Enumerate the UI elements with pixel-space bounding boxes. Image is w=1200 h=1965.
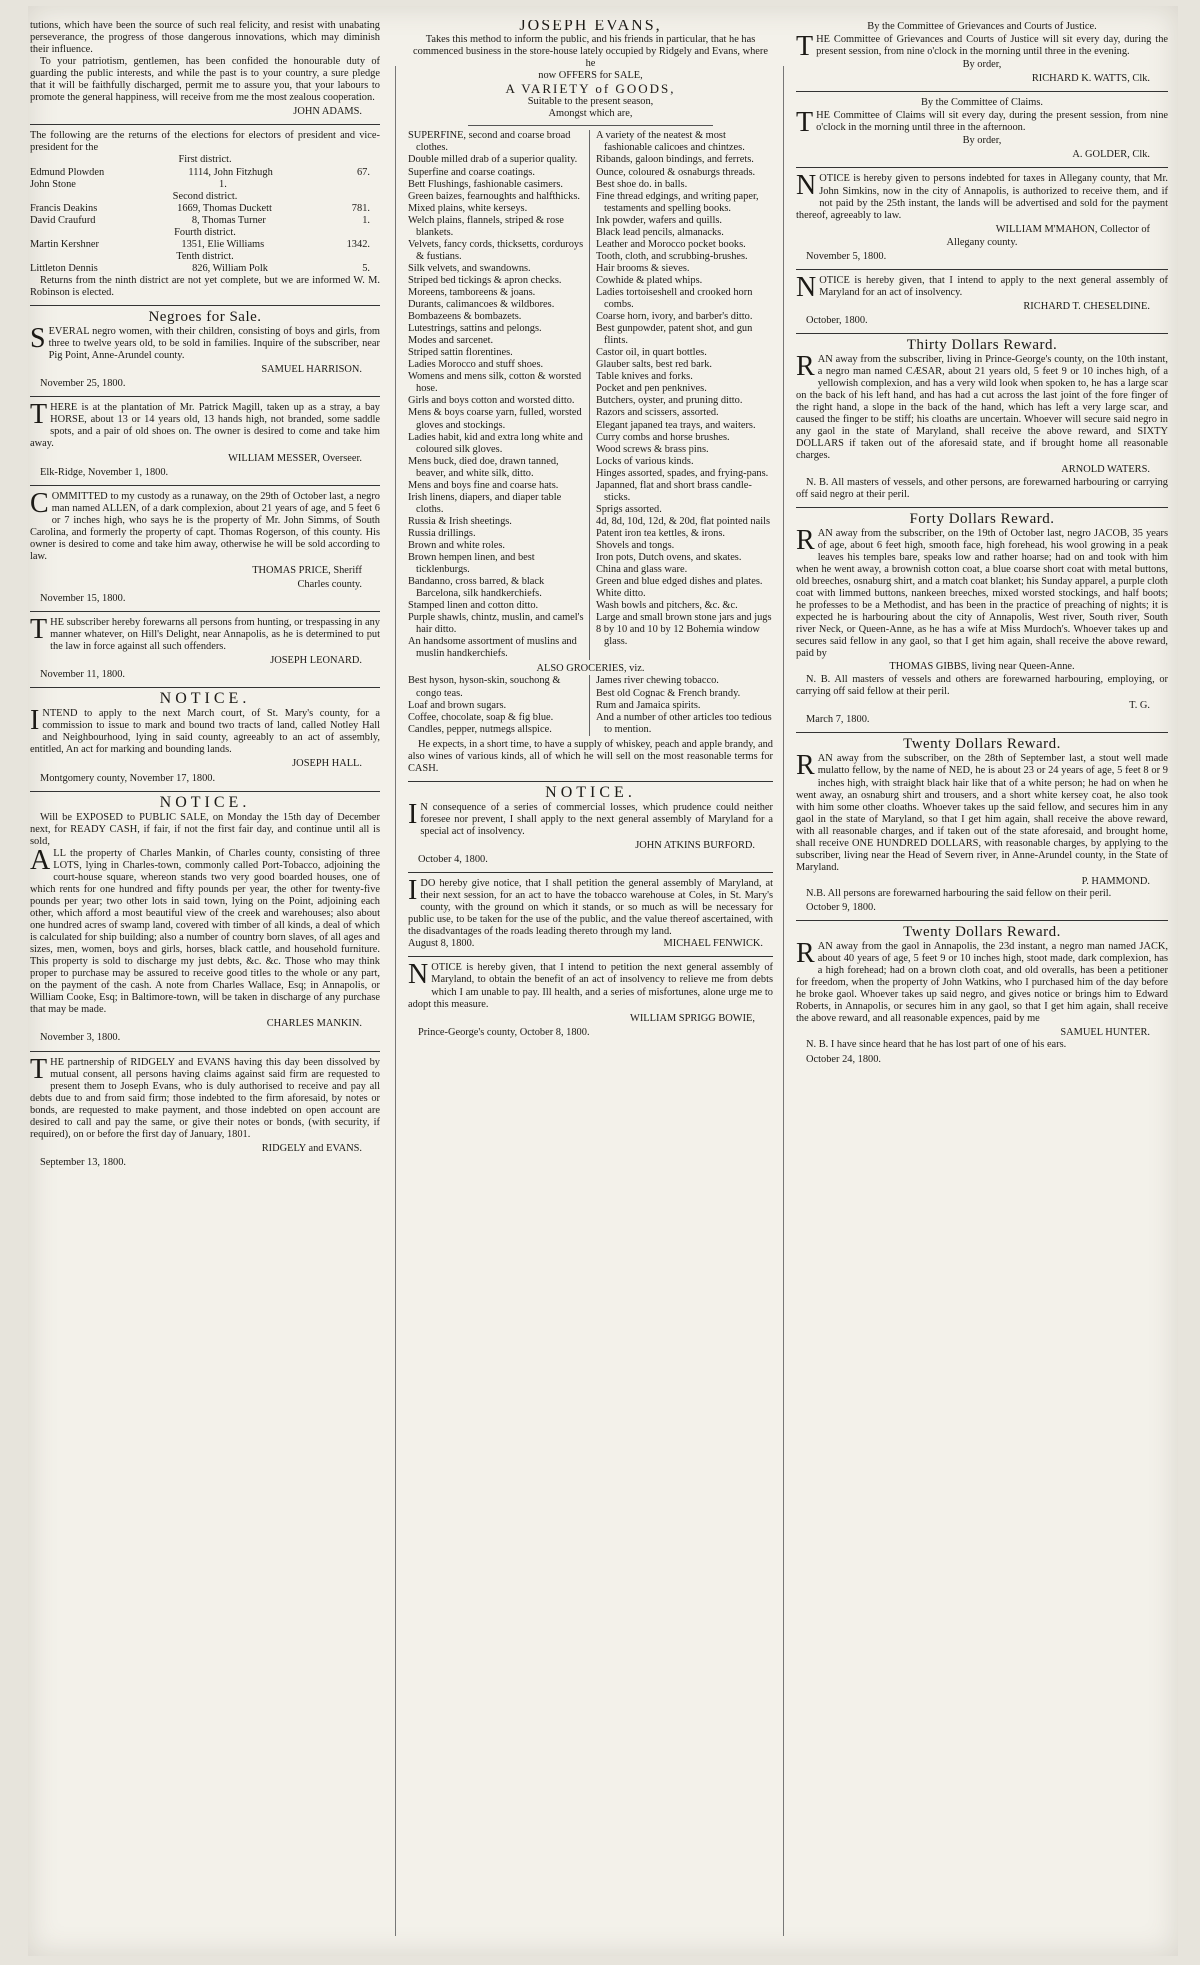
advertisement <box>796 97 1168 161</box>
ad-signature-title: Allegany county. <box>946 236 1018 248</box>
ad-body: OMMITTED to my custody as a runaway, on the 29th of October last, a negro man named ALLEN, of a dark complexion, about 21 years of age, and 5 feet 6 or 7 inches high, who says he is the property of Mr. John Simms, of South Carolina, and formerly the property of capt. Thomas Rogerson, of this county. His owner is desired to come and take him away, otherwise he will be sold according to law. <box>30 490 380 562</box>
goods-item: Double milled drab of a superior quality. <box>408 154 578 166</box>
ad-date: November 25, 1800. <box>40 378 126 390</box>
ad-signature: JOSEPH LEONARD. <box>270 655 362 667</box>
ad-date: November 15, 1800. <box>40 592 126 604</box>
advertisement <box>30 705 380 784</box>
divider <box>408 781 773 782</box>
divider <box>796 91 1168 92</box>
advertisement <box>30 812 380 1045</box>
column-rule <box>395 66 396 1936</box>
goods-item: 4d, 8d, 10d, 12d, & 20d, flat pointed nails <box>596 515 771 527</box>
column-1 <box>30 20 380 1940</box>
drop-cap: T <box>796 31 814 63</box>
advertisement <box>30 323 380 390</box>
goods-item: Sprigs assorted. <box>596 503 662 515</box>
goods-item: Bett Flushings, fashionable casimers. <box>408 178 563 190</box>
goods-item: Locks of various kinds. <box>596 455 694 467</box>
ad-initials: T. G. <box>1129 700 1150 712</box>
adams-address <box>30 20 380 118</box>
goods-item: Bombazeens & bombazets. <box>408 311 522 323</box>
goods-item: Green baizes, fearnoughts and halfthicks. <box>408 190 580 202</box>
advertisement <box>30 487 380 605</box>
return-row <box>30 179 380 191</box>
goods-item: Welch plains, flannels, striped & rose blankets. <box>408 214 564 238</box>
divider <box>468 125 713 126</box>
ad-signature: MICHAEL FENWICK. <box>663 938 763 950</box>
grocery-item: Best hyson, hyson-skin, souchong & congo teas. <box>408 675 561 699</box>
ad-signature: RICHARD K. WATTS, Clk. <box>1031 73 1150 85</box>
ad-signature: RIDGELY and EVANS. <box>261 1142 362 1154</box>
votes: 67. <box>356 166 370 178</box>
ad-date: November 3, 1800. <box>40 1032 121 1044</box>
goods-item: Lutestrings, sattins and pelongs. <box>408 323 542 335</box>
drop-cap: A <box>30 844 51 876</box>
ad-signature: SAMUEL HUNTER. <box>1060 1027 1150 1039</box>
goods-column-left <box>408 130 590 660</box>
ad-body: OTICE is hereby given, that I intend to apply to the next general assembly of Maryland for an act of insolvency. <box>819 274 1168 298</box>
ad-signature: A. GOLDER, Clk. <box>1072 149 1150 161</box>
divider <box>30 124 380 125</box>
divider <box>30 1051 380 1052</box>
drop-cap: R <box>796 938 815 970</box>
goods-item: Russia drillings. <box>408 527 476 539</box>
goods-item: Razors and scissers, assorted. <box>596 407 719 419</box>
advertisement <box>30 1053 380 1169</box>
ad-heading: NOTICE. <box>545 783 636 801</box>
goods-item: Mens & boys coarse yarn, fulled, worsted gloves and stockings. <box>408 407 582 431</box>
goods-item: Fine thread edgings, and writing paper, testaments and spelling books. <box>596 190 759 214</box>
return-row <box>30 263 380 275</box>
candidate: Francis Deakins <box>30 202 98 214</box>
notice-head: By the Committee of Claims. <box>920 97 1044 109</box>
ad-body: Takes this method to inform the public, and his friends in particular, that he has commenced business in the store-house lately occupied by Ridgely and Evans, where he <box>413 34 768 70</box>
goods-item: Large and small brown stone jars and jugs <box>596 612 772 624</box>
goods-item: Pocket and pen penknives. <box>596 383 707 395</box>
advertisement <box>796 170 1168 262</box>
ad-signature: WILLIAM SPRIGG BOWIE, <box>630 1012 755 1024</box>
goods-item: Shovels and tongs. <box>596 539 675 551</box>
advertisement <box>408 875 773 950</box>
suitable-line: Suitable to the present season, <box>527 96 654 108</box>
divider <box>30 305 380 306</box>
votes: 5. <box>362 262 370 274</box>
ad-date: October 4, 1800. <box>418 854 488 866</box>
groceries-list <box>408 675 773 735</box>
goods-item: Wash bowls and pitchers, &c. &c. <box>596 600 738 612</box>
ad-signature: RICHARD T. CHESELDINE. <box>1023 300 1150 312</box>
ad-note: N. B. I have since heard that he has lost part of one of his ears. <box>806 1039 1067 1051</box>
ad-heading: NOTICE. <box>159 690 251 708</box>
drop-cap: R <box>796 524 815 556</box>
ad-date: November 11, 1800. <box>40 669 126 681</box>
ad-signature: WILLIAM MESSER, Overseer. <box>228 452 362 464</box>
ad-note: N.B. All persons are forewarned harbouring the said fellow on their peril. <box>806 887 1112 899</box>
ad-body: EVERAL negro women, with their children, consisting of boys and girls, from three to twelve years old, to be sold in families. Inquire of the subscriber, near Pig Point, Anne-Arundel county. <box>48 326 380 362</box>
adams-body-2: To your patriotism, gentlemen, has been confided the honourable duty of guarding the public interests, and while the past is to your country, a sure pledge that it will be faithfully discharged, permit me to assure you, that your labours to promote the general happiness, will receive from me the most zealous cooperation. <box>30 56 380 104</box>
goods-item: Superfine and coarse coatings. <box>408 166 535 178</box>
groceries-column-right <box>596 675 773 735</box>
ad-body: HE Committee of Claims will sit every day, during the present session, from nine o'clock in the morning until three in the afternoon. <box>816 110 1168 134</box>
return-row <box>30 239 380 251</box>
ad-heading: Negroes for Sale. <box>148 309 262 326</box>
notice-head: By the Committee of Grievances and Courts of Justice. <box>867 21 1097 32</box>
goods-item: Ladies Morocco and stuff shoes. <box>408 359 544 371</box>
ad-body: N consequence of a series of commercial losses, which prudence could neither foresee nor prevent, I shall apply to the next general assembly of Maryland for a special act of insolvency. <box>420 801 773 837</box>
goods-item: Castor oil, in quart bottles. <box>596 347 707 359</box>
drop-cap: T <box>796 107 814 139</box>
advertisement <box>796 750 1168 914</box>
votes: 1. <box>219 178 227 190</box>
adams-body: tutions, which have been the source of such real felicity, and resist with unabating perseverance, the progress of those dangerous innovations, which may diminish their influence. <box>30 20 380 56</box>
ad-signature: SAMUEL HARRISON. <box>261 364 362 376</box>
candidate: 1669, Thomas Duckett <box>177 202 272 214</box>
grocery-item: Best old Cognac & French brandy. <box>596 687 741 699</box>
advertisement <box>408 798 773 866</box>
drop-cap: T <box>30 1053 48 1085</box>
candidate: David Craufurd <box>30 214 96 226</box>
grocery-item: Coffee, chocolate, soap & fig blue. <box>408 711 554 723</box>
drop-cap: N <box>796 170 817 202</box>
return-row <box>30 215 380 227</box>
column-2 <box>408 20 773 1940</box>
ad-date: Elk-Ridge, November 1, 1800. <box>40 466 169 478</box>
drop-cap: C <box>30 487 49 519</box>
candidate: 1114, John Fitzhugh <box>188 166 273 178</box>
goods-item: Mixed plains, white kerseys. <box>408 202 528 214</box>
goods-item: Ladies habit, kid and extra long white and coloured silk gloves. <box>408 431 583 455</box>
offers-line: now OFFERS for SALE, <box>538 70 643 82</box>
ad-date: October 24, 1800. <box>806 1053 882 1065</box>
goods-item: White ditto. <box>596 588 646 600</box>
goods-item: Ladies tortoiseshell and crooked horn combs. <box>596 286 753 311</box>
drop-cap: I <box>408 798 418 830</box>
divider <box>30 791 380 792</box>
advertisement <box>796 938 1168 1065</box>
advertisement <box>796 21 1168 85</box>
goods-item: Silk velvets, and swandowns. <box>408 262 531 274</box>
goods-item: Striped sattin florentines. <box>408 347 513 359</box>
ad-body: AN away from the subscriber, on the 19th of October last, negro JACOB, 35 years of age, about 6 feet high, smooth face, high forehead, his wool growing in a peak leaves his temples bare, speaks low and rather hoarse; had on and took with him when he went away, a brownish cotton coat, a blue coarse short coat with metal buttons, old breeches, osnaburg shirt, and a match coat blanket; his Sunday apparel, a purple cloth coat with limmed buttons, nankeen breeches, mixed worsted stockings, and half boots; he professes to be a Methodist, and has been in the practice of preaching of nights; it is expected he is harbouring about the city of Annapolis, West river, South river, South river Neck, or Queen-Anne, as he has a wife at Miss Murdoch's. Whoever takes up and secures said fellow in any gaol, so that I get him again, shall receive the above reward, paid by <box>796 527 1168 660</box>
district-label: Fourth district. <box>174 226 236 238</box>
ad-heading: NOTICE. <box>159 793 251 811</box>
divider <box>30 396 380 397</box>
column-rule <box>783 66 784 1936</box>
goods-item: China and glass ware. <box>596 564 688 576</box>
district-label: First district. <box>178 154 232 166</box>
goods-item: Best gunpowder, patent shot, and gun flints. <box>596 323 753 347</box>
ad-signature-title: Charles county. <box>297 578 362 590</box>
drop-cap: N <box>796 271 817 303</box>
ad-date: March 7, 1800. <box>806 714 870 726</box>
ad-heading: Twenty Dollars Reward. <box>903 736 1061 753</box>
grocery-item: And a number of other articles too tedious to mention. <box>596 711 772 735</box>
ad-body: LL the property of Charles Mankin, of Charles county, consisting of three LOTS, lying in Charles-town, commonly called Port-Tobacco, adjoining the court-house square, whereon stands two very good boarded houses, one of which rents for one hundred and fifty pounds per year, the other for twenty-five pounds per year; two other lots in said town, lying on the Point, adjoining each other, which afford a most beautiful view of the creek and warehouses; also about one hundred acres of swamp land, covered with timber of all kinds, a deal of which is calculated for ship building; also a number of country born slaves, of all ages and sizes, men, women, boys and girls, horses, black cattle, and household furniture. This property is sold to discharge my just debts, &c. &c. Those who may think proper to purchase may be assured to receive good titles to the whole or any part, on the payment of the cash. A note from Charles Wallace, Esq; in Annapolis, or William Cooke, Esq; in Baltimore-town, will be taken in discharge of any purchase that may be made. <box>30 847 380 1016</box>
ad-footer <box>408 938 773 950</box>
goods-item: Iron pots, Dutch ovens, and skates. <box>596 552 742 564</box>
drop-cap: T <box>30 614 48 646</box>
goods-item: Ounce, coloured & osnaburgs threads. <box>596 166 756 178</box>
divider <box>796 333 1168 334</box>
goods-item: Japanned, flat and short brass candle-sticks. <box>596 479 752 503</box>
ad-body: NTEND to apply to the next March court, of St. Mary's county, for a commission to issue to mark and bound two tracts of land, called Notley Hall and Neighbourhood, lying in said county, agreeably to an act of assembly, entitled, An act for marking and bounding lands. <box>30 708 380 756</box>
votes: 1. <box>362 214 370 226</box>
ad-body: AN away from the subscriber, on the 28th of September last, a stout well made mulatto fellow, by the name of NED, he is about 23 or 24 years of age, 5 feet 8 or 9 inches high, with straight black hair like that of a white person; he had on when he went away, an osnaburg shirt and trousers, and a short white kersey coat, he also took with him some other cloaths. Whoever takes up the said fellow, and secures him in any gaol in the state of Maryland, so that I get him again, shall receive the above reward, with all reasonable charges, and if taken out of the state aforesaid, and brought home, shall receive ONE HUNDRED DOLLARS, with reasonable charges, by applying to the subscriber, living near the Head of Severn river, in Anne-Arundel county, in the State of Maryland. <box>796 753 1168 873</box>
ad-signature: ARNOLD WATERS. <box>1061 464 1150 476</box>
drop-cap: I <box>30 705 40 737</box>
ad-body: HE Committee of Grievances and Courts of Justice will sit every day, during the present session, from nine o'clock in the morning until three in the evening. <box>816 34 1168 58</box>
by-order: By order, <box>962 135 1002 147</box>
adams-signature: JOHN ADAMS. <box>293 106 362 118</box>
drop-cap: S <box>30 323 46 355</box>
goods-item: Curry combs and horse brushes. <box>596 431 730 443</box>
advertisement <box>796 351 1168 501</box>
goods-item: Bandanno, cross barred, & black Barcelona, silk handkerchiefs. <box>408 576 545 600</box>
drop-cap: T <box>30 399 48 431</box>
goods-item: Purple shawls, chintz, muslin, and camel's hair ditto. <box>408 612 584 636</box>
divider <box>796 167 1168 168</box>
ad-body: OTICE is hereby given to persons indebted for taxes in Allegany county, that Mr. John Simkins, now in the city of Annapolis, is authorized to receive them, and if not paid by the 25th instant, the lands will be advertised and sold for the payment thereof, agreeably to law. <box>796 173 1168 221</box>
advertisement <box>796 271 1168 327</box>
divider <box>30 611 380 612</box>
candidate: 1351, Elie Williams <box>181 238 265 250</box>
ad-heading: Forty Dollars Reward. <box>909 510 1055 527</box>
goods-item: Irish linens, diapers, and diaper table cloths. <box>408 491 562 515</box>
ad-note: N. B. All masters of vessels, and other persons, are forewarned harbouring or carrying off said negro at their peril. <box>796 476 1168 500</box>
ad-date: Prince-George's county, October 8, 1800. <box>418 1026 590 1038</box>
column-3 <box>796 20 1168 1940</box>
goods-item: Stamped linen and cotton ditto. <box>408 600 539 612</box>
goods-item: Durants, calimancoes & wildbores. <box>408 299 555 311</box>
ad-heading: Twenty Dollars Reward. <box>903 924 1061 941</box>
variety-line: A VARIETY of GOODS, <box>505 81 676 97</box>
goods-item: Mens buck, died doe, drawn tanned, beaver, and white silk, ditto. <box>408 455 559 479</box>
goods-item: Ribands, galoon bindings, and ferrets. <box>596 154 754 166</box>
divider <box>796 507 1168 508</box>
ad-body: AN away from the subscriber, living in Prince-George's county, on the 10th instant, a negro man named CÆSAR, about 21 years old, 5 feet 9 or 10 inches high, of a yellowish complexion, and has a very wild look when spoken to, he has a large scar on the back of his left hand, and has had a cut across the last joint of the fore finger of the right hand, a slope in the back of the hand, which has left a very large scar, and caused the finger to be stiff; his cloaths are uncertain. Whoever will secure said negro in any gaol in the state of Maryland, shall receive the above reward, and SIXTY DOLLARS if taken out of the aforesaid state, and if brought home all reasonable charges. <box>796 354 1168 462</box>
goods-item: SUPERFINE, second and coarse broad clothes. <box>408 130 571 154</box>
ad-heading: JOSEPH EVANS, <box>519 20 662 34</box>
divider <box>796 920 1168 921</box>
advertisement <box>30 614 380 681</box>
ad-signature: THOMAS PRICE, Sheriff <box>252 564 362 576</box>
goods-item: Butchers, oyster, and pruning ditto. <box>596 395 743 407</box>
ad-body: HE subscriber hereby forewarns all persons from hunting, or trespassing in any manner whatever, on Hill's Delight, near Annapolis, as he is determined to put the law in force against all such offenders. <box>50 617 380 653</box>
goods-item: Patent iron tea kettles, & irons. <box>596 527 725 539</box>
groceries-heading: ALSO GROCERIES, viz. <box>536 663 645 675</box>
goods-item: A variety of the neatest & most fashionable calicoes and chintzes. <box>596 130 745 154</box>
ad-date: September 13, 1800. <box>40 1156 126 1168</box>
advertisement <box>408 959 773 1038</box>
grocery-item: James river chewing tobacco. <box>596 675 719 687</box>
ad-date: November 5, 1800. <box>806 250 887 262</box>
drop-cap: R <box>796 750 815 782</box>
goods-item: 8 by 10 and 10 by 12 Bohemia window glass. <box>596 624 760 648</box>
goods-list <box>408 130 773 660</box>
goods-item: Brown hempen linen, and best ticklenburgs. <box>408 552 535 576</box>
goods-item: Cowhide & plated whips. <box>596 274 703 286</box>
votes: 1342. <box>346 238 370 250</box>
divider <box>30 485 380 486</box>
divider <box>408 872 773 873</box>
ad-heading: Thirty Dollars Reward. <box>906 336 1058 353</box>
goods-item: Russia & Irish sheetings. <box>408 515 512 527</box>
divider <box>796 732 1168 733</box>
candidate: John Stone <box>30 178 76 190</box>
ad-body: AN away from the gaol in Annapolis, the 23d instant, a negro man named JACK, about 40 years of age, 5 feet 9 or 10 inches high, stoot made, dark complexion, has a high forehead; had on a brown cloth coat, and old overalls, has been a petitioner for freedom, when the property of John Watkins, who I purchased him of the day before he broke gaol. Whoever takes up said negro, and gives notice or brings him to Edward Roberts, in Annapolis, or secures him in any gaol, so that I get him again, shall receive the above reward, and all reasonable expences, paid by me <box>796 941 1168 1025</box>
divider <box>30 687 380 688</box>
ad-body: OTICE is hereby given, that I intend to petition the next general assembly of Maryland, to obtain the benefit of an act of insolvency to relieve me from debts which I am unable to pay. Ill health, and a series of misfortunes, alone urge me to adopt this measure. <box>408 962 773 1010</box>
goods-item: Hair brooms & sieves. <box>596 262 690 274</box>
evans-advertisement <box>408 20 773 775</box>
ad-body: DO hereby give notice, that I shall petition the general assembly of Maryland, at their next session, for an act to have the tobacco warehouse at Coles, in St. Mary's county, with the ground on which it stands, or so much as will be necessary for public use, to be taken for the use of the public, and the value thereof ascertained, with the disadvantages of the roads leading thereto through my land. <box>408 878 773 938</box>
goods-item: Ink powder, wafers and quills. <box>596 214 722 226</box>
goods-item: Elegant japaned tea trays, and waiters. <box>596 419 756 431</box>
district-label: Tenth district. <box>176 250 234 262</box>
drop-cap: N <box>408 959 429 991</box>
drop-cap: I <box>408 875 418 907</box>
candidate: 8, Thomas Turner <box>191 214 266 226</box>
ad-note: N. B. All masters of vessels and others are forewarned harbouring, employing, or carrying off said fellow at their peril. <box>796 674 1168 698</box>
grocery-item: Loaf and brown sugars. <box>408 699 507 711</box>
goods-item: Table knives and forks. <box>596 371 693 383</box>
goods-item: Tooth, cloth, and scrubbing-brushes. <box>596 250 748 262</box>
ad-signature: THOMAS GIBBS, living near Queen-Anne. <box>889 661 1075 673</box>
candidate: 826, William Polk <box>192 262 268 274</box>
goods-item: Brown and white roles. <box>408 539 505 551</box>
goods-item: Girls and boys cotton and worsted ditto. <box>408 395 575 407</box>
goods-item: Glauber salts, best red bark. <box>596 359 712 371</box>
ad-date: October, 1800. <box>806 314 868 326</box>
election-returns <box>30 130 380 299</box>
goods-item: Striped bed tickings & apron checks. <box>408 274 562 286</box>
grocery-item: Rum and Jamaica spirits. <box>596 699 701 711</box>
ad-date: August 8, 1800. <box>408 938 475 950</box>
ad-signature: WILLIAM M'MAHON, Collector of <box>995 223 1150 235</box>
ad-body: HE partnership of RIDGELY and EVANS having this day been dissolved by mutual consent, all persons having claims against said firm are requested to present them to Joseph Evans, who is duly authorised to receive and pay all debts due to and from said firm; those indebted to the firm aforesaid, by notes or bonds, are requested to make payment, and those indebted on open account are desired to call and pay the same, or give their notes or bonds, (with security, if required), on or before the first day of January, 1801. <box>30 1056 380 1140</box>
goods-item: Womens and mens silk, cotton & worsted hose. <box>408 371 582 395</box>
drop-cap: R <box>796 351 815 383</box>
newspaper-page <box>28 6 1178 1956</box>
ad-signature: JOSEPH HALL. <box>292 758 362 770</box>
ad-signature: P. HAMMOND. <box>1081 875 1150 887</box>
ad-lead: Will be EXPOSED to PUBLIC SALE, on Monday the 15th day of December next, for READY CASH, if fair, if not the first fair day, and continue until all is sold, <box>30 811 380 847</box>
candidate: Martin Kershner <box>30 238 99 250</box>
grocery-item: Candles, pepper, nutmegs allspice. <box>408 723 552 735</box>
goods-item: Green and blue edged dishes and plates. <box>596 576 763 588</box>
returns-note: Returns from the ninth district are not yet complete, but we are informed W. M. Robinson is elected. <box>30 274 380 298</box>
advertisement <box>30 399 380 478</box>
divider <box>796 269 1168 270</box>
goods-column-right <box>596 130 773 660</box>
goods-item: Hinges assorted, spades, and frying-pans. <box>596 467 769 479</box>
goods-item: Velvets, fancy cords, thicksetts, corduroys & fustians. <box>408 238 584 262</box>
ad-signature: CHARLES MANKIN. <box>266 1018 362 1030</box>
goods-item: Leather and Morocco pocket books. <box>596 238 746 250</box>
amongst-line: Amongst which are, <box>548 108 633 120</box>
goods-item: Black lead pencils, almanacks. <box>596 226 724 238</box>
goods-item: Best shoe do. in balls. <box>596 178 688 190</box>
return-row <box>30 167 380 179</box>
candidate: Littleton Dennis <box>30 262 98 274</box>
candidate: Edmund Plowden <box>30 166 105 178</box>
by-order: By order, <box>962 59 1002 71</box>
goods-item: Mens and boys fine and coarse hats. <box>408 479 559 491</box>
district-label: Second district. <box>172 190 238 202</box>
divider <box>408 956 773 957</box>
ad-closing: He expects, in a short time, to have a supply of whiskey, peach and apple brandy, and also wines of various kinds, all of which he will sell on the most reasonable terms for CASH. <box>408 738 773 774</box>
ad-body: HERE is at the plantation of Mr. Patrick Magill, taken up as a stray, a bay HORSE, about 13 or 14 years old, 13 hands high, not branded, some saddle spots, and a pair of old shoes on. The owner is desired to come and take him away. <box>30 402 380 450</box>
goods-item: Coarse horn, ivory, and barber's ditto. <box>596 311 753 323</box>
goods-item: Moreens, tamboreens & joans. <box>408 286 536 298</box>
goods-item: An handsome assortment of muslins and muslin handkerchiefs. <box>408 636 577 660</box>
return-row <box>30 203 380 215</box>
ad-date: Montgomery county, November 17, 1800. <box>40 772 216 784</box>
ad-date: October 9, 1800. <box>806 902 876 913</box>
goods-item: Modes and sarcenet. <box>408 335 494 347</box>
ad-signature: JOHN ATKINS BURFORD. <box>635 840 755 852</box>
returns-intro: The following are the returns of the elections for electors of president and vice-president for the <box>30 130 380 154</box>
goods-item: Wood screws & brass pins. <box>596 443 709 455</box>
groceries-column-left <box>408 675 590 735</box>
votes: 781. <box>351 202 370 214</box>
advertisement <box>796 524 1168 727</box>
